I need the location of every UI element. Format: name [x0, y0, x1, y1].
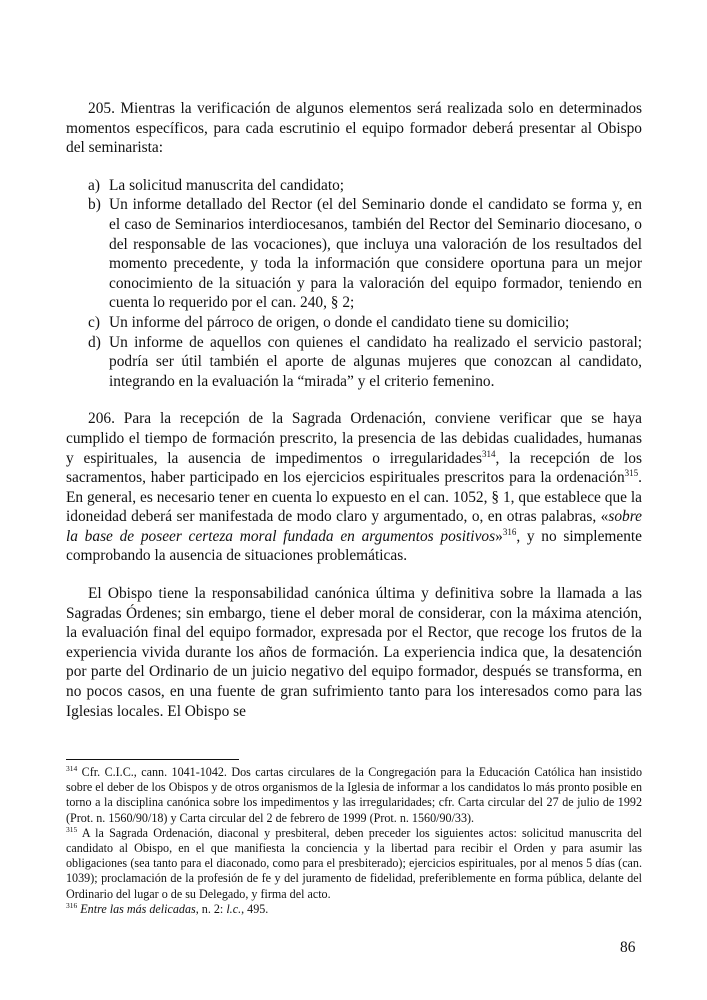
list-item-c: c) Un informe del párroco de origen, o donde el candidato tiene su domicilio; — [88, 313, 570, 331]
list-item-a: a) La solicitud manuscrita del candidato; — [88, 176, 345, 194]
quoted-phrase: sobre la base de poseer certeza moral fundada en argumentos positivos — [66, 508, 642, 545]
paragraph-205: 205. Mientras la verificación de algunos elementos será realizada solo en determinados momentos específicos, para cada escrutinio el equipo formador deberá presentar al Obispo del seminarista: — [66, 100, 642, 157]
footnote-ref-316: 316 — [502, 526, 517, 537]
list-item-d: d) Un informe de aquellos con quienes el candidato ha realizado el servicio pastoral; podría ser útil también el aporte de algunas mujeres que conozcan al candidato, integrando en la evaluación la “mirada” y el criterio femenino. — [88, 333, 642, 390]
paragraph-obispo: El Obispo tiene la responsabilidad canónica última y definitiva sobre la llamada a las Sagradas Órdenes; sin embargo, tiene el deber moral de considerar, con la máxima atención, la evaluación final del equipo formador, expresada por el Rector, que recoge los frutos de la experiencia vivida durante los años de formación. La experiencia indica que, la desatención por parte del Ordinario de un juicio negativo del equipo formador, después se transforma, en no pocos casos, en una fuente de gran sufrimiento tanto para los interesados como para las Iglesias locales. El Obispo se — [66, 585, 642, 720]
footnote-315: $^{315}$ A la Sagrada Ordenación, diaconal y presbiteral, deben preceder los siguientes actos: solicitud manuscrita del candidato al Obispo, en el que manifiesta la conciencia y la libertad para recibir el Orden y para asumir las obligaciones (sea tanto para el diaconado, como para el presbiterado); ejercicios espirituales, por al menos 5 días (can. 1039); proclamación de la profesión de fe y del juramento de fidelidad, preferiblemente en forma pública, delante del Ordinario del lugar o de su Delegado, y firma del acto. — [66, 824, 642, 901]
footnotes — [66, 765, 642, 917]
footnote-separator — [66, 759, 239, 760]
page-number: 86 — [620, 939, 636, 956]
footnote-316: $^{316}$ Entre las más delicadas, n. 2: l.c., 495. — [66, 900, 269, 916]
paragraph-206: 206. Para la recepción de la Sagrada Ordenación, conviene verificar que se haya cumplido el tiempo de formación prescrito, la presencia de las debidas cualidades, humanas y espirituales, la ausencia de impedimentos o irregularidades$^{314}$, la recepción de los sacramentos, haber participado en los ejercicios espirituales prescritos para la ordenación$^{315}$. En general, es necesario tener en cuenta lo expuesto en el can. 1052, § 1, que establece que la idoneidad deberá ser manifestada de modo claro y argumentado, o, en otras palabras, «sobre la base de poseer certeza moral fundada en argumentos positivos»$^{316}$, y no simplemente comprobando la ausencia de situaciones problemáticas. — [66, 410, 643, 565]
main-text — [66, 99, 642, 739]
requirements-list — [66, 176, 642, 392]
list-item-b: b) Un informe detallado del Rector (el del Seminario donde el candidato se forma y, en el caso de Seminarios interdiocesanos, también del Rector del Seminario diocesano, o del responsable de las vocaciones), que incluya una valoración de los resultados del momento precedente, y toda la información que considere oportuna para un mejor conocimiento de la situación y para la valoración del equipo formador, teniendo en cuenta lo requerido por el can. 240, § 2; — [88, 196, 642, 312]
footnote-314: $^{314}$ Cfr. C.I.C., cann. 1041-1042. Dos cartas circulares de la Congregación para la Educación Católica han insistido sobre el deber de los Obispos y de otros organismos de la Iglesia de informar a los candidatos lo más pronto posible en torno a la disciplina canónica sobre los impedimentos y las irregularidades; cfr. Carta circular del 27 de julio de 1992 (Prot. n. 1560/90/18) y Carta circular del 2 de febrero de 1999 (Prot. n. 1560/90/33). — [66, 763, 642, 825]
footnote-ref-315: 315 — [624, 467, 639, 478]
footnote-ref-314: 314 — [482, 448, 496, 459]
